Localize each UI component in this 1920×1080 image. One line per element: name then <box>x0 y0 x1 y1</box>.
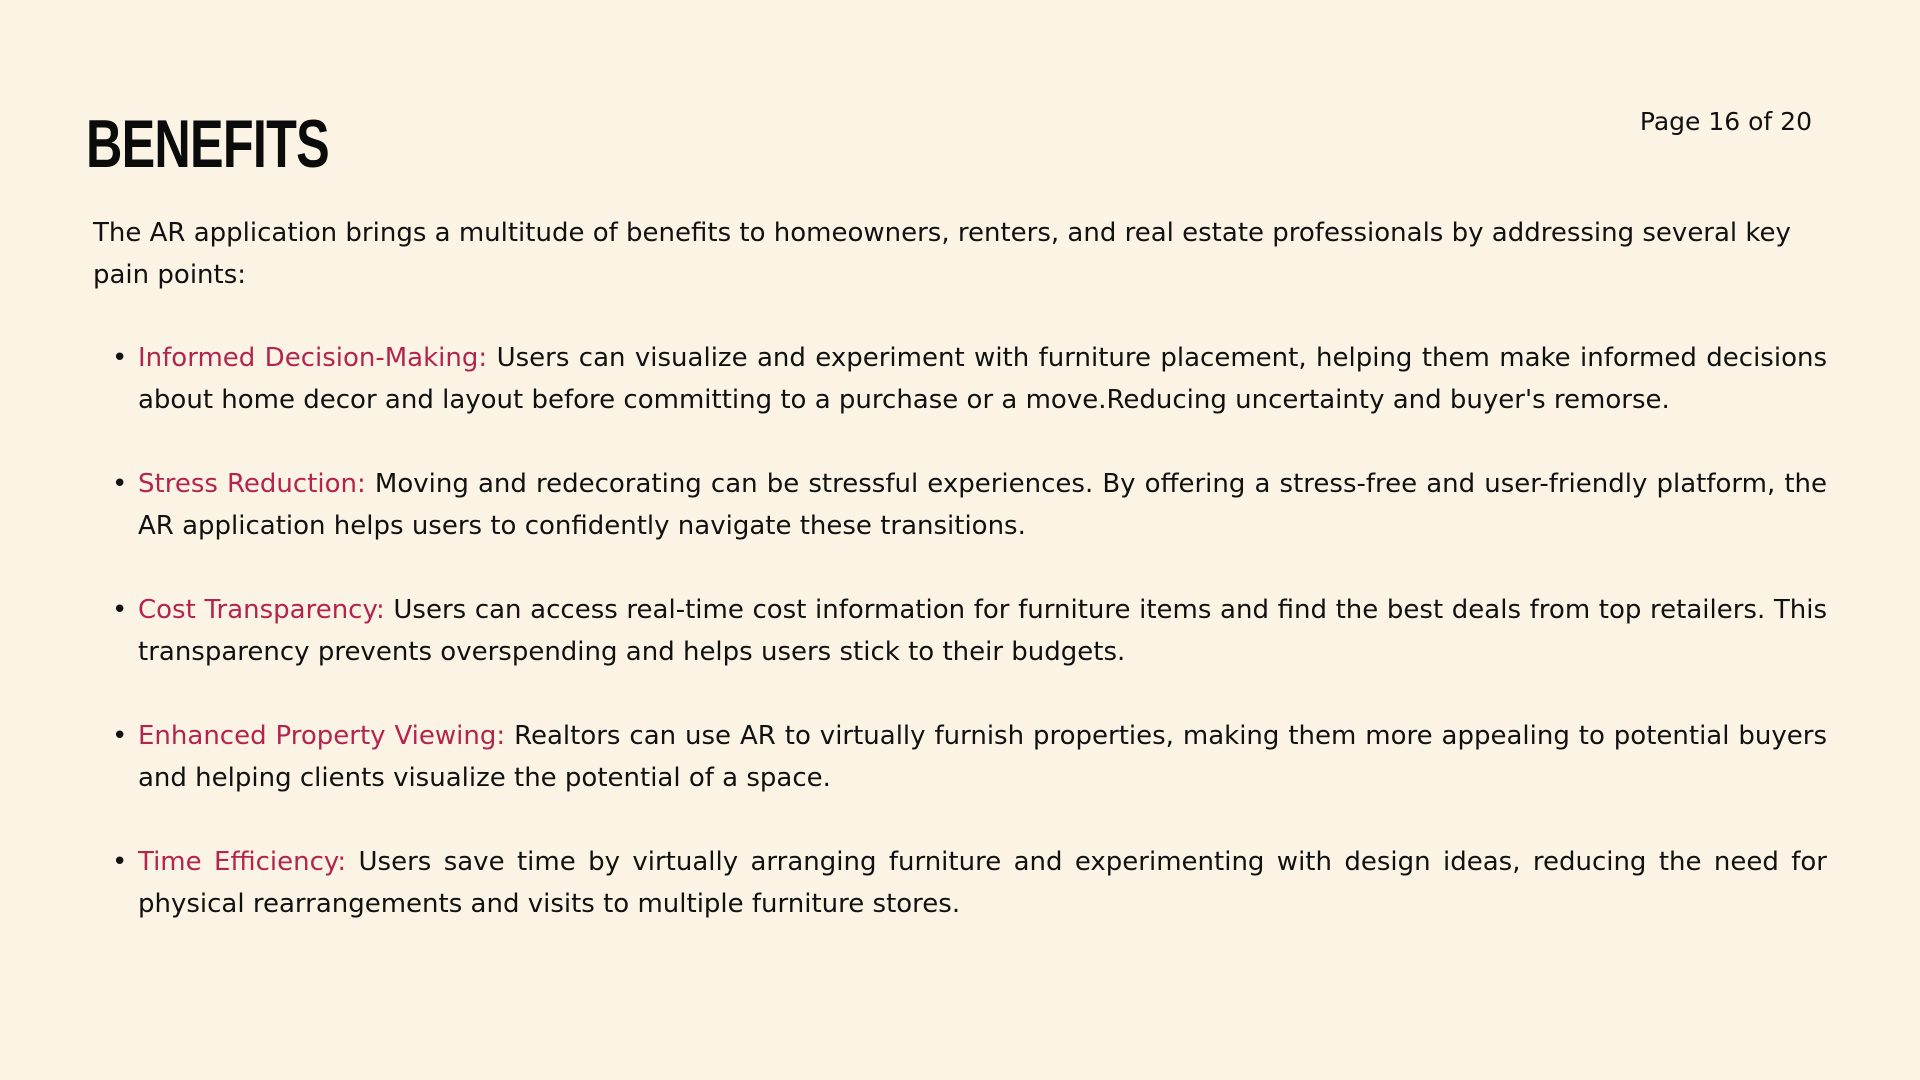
bullet-icon: • <box>112 469 128 499</box>
benefit-description: Users can visualize and experiment with furniture placement, helping them make informed decisions about home decor and layout before committing to a purchase or a move.Reducing uncertainty and buyer's remorse. <box>138 343 1827 415</box>
benefit-item-time-efficiency <box>112 841 1827 925</box>
bullet-icon: • <box>112 343 128 373</box>
page-title: BENEFITS <box>86 106 329 182</box>
bullet-icon: • <box>112 595 128 625</box>
benefit-item-cost-transparency <box>112 589 1827 673</box>
benefit-term: Time Efficiency: <box>138 847 347 877</box>
intro-paragraph: The AR application brings a multitude of benefits to homeowners, renters, and real estate professionals by addressing several key pain points: <box>93 218 1791 290</box>
bullet-icon: • <box>112 721 128 751</box>
benefit-item-stress-reduction <box>112 463 1828 547</box>
page-number: Page 16 of 20 <box>1639 107 1812 136</box>
benefit-description: Users can access real-time cost information for furniture items and find the best deals from top retailers. This transparency prevents overspending and helps users stick to their budgets. <box>138 595 1827 667</box>
benefit-description: Realtors can use AR to virtually furnish properties, making them more appealing to potential buyers and helping clients visualize the potential of a space. <box>138 721 1827 793</box>
bullet-icon: • <box>112 847 128 877</box>
benefit-item-enhanced-property-viewing <box>112 715 1827 799</box>
benefit-description: Users save time by virtually arranging furniture and experimenting with design ideas, reducing the need for physical rearrangements and visits to multiple furniture stores. <box>138 847 1827 919</box>
benefit-description: Moving and redecorating can be stressful experiences. By offering a stress-free and user-friendly platform, the AR application helps users to confidently navigate these transitions. <box>138 469 1828 541</box>
benefit-term: Enhanced Property Viewing: <box>138 721 506 751</box>
benefits-list <box>93 337 1827 967</box>
benefit-term: Cost Transparency: <box>138 595 385 625</box>
benefit-term: Informed Decision-Making: <box>138 343 488 373</box>
benefit-term: Stress Reduction: <box>138 469 366 499</box>
benefit-item-informed-decision-making <box>112 337 1827 421</box>
